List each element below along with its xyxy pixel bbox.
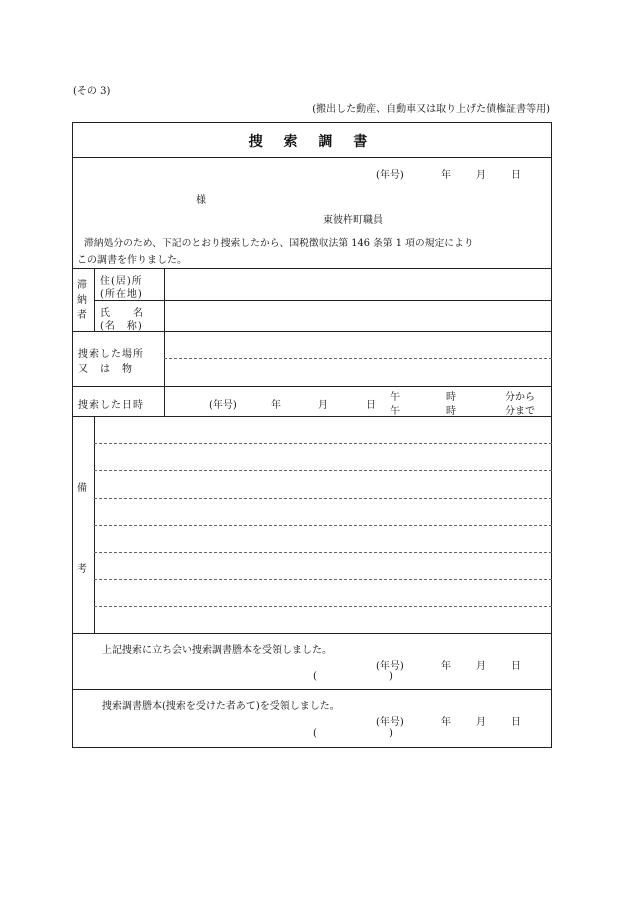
witness-year: 年 [441, 661, 451, 672]
taxpayer-side-label [77, 278, 87, 323]
date-year: 年 [441, 170, 451, 181]
divider-witness [72, 689, 552, 690]
taxpayer-side-char-3: 者 [77, 310, 87, 321]
searched-party-era: (年号) [376, 717, 404, 728]
divider-body [72, 268, 552, 269]
address-label-2: (所在地) [100, 289, 143, 300]
taxpayer-side-char-1: 滞 [77, 280, 87, 291]
remarks-line-6 [94, 579, 552, 580]
search-hour-1: 時 [446, 392, 456, 403]
witness-paren-close: ) [389, 671, 393, 682]
divider-datetime [72, 416, 552, 417]
search-to: 分まで [505, 406, 535, 417]
name-label-1: 氏 名 [100, 308, 144, 319]
date-era: (年号) [376, 170, 404, 181]
remarks-line-3 [94, 498, 552, 499]
taxpayer-side-char-2: 納 [77, 295, 87, 306]
searched-party-paren-open: ( [313, 728, 317, 739]
witness-month: 月 [476, 661, 486, 672]
search-hour-2: 時 [446, 406, 456, 417]
searched-place-label-1: 捜索した場所 [78, 349, 144, 360]
sheet-number: (その 3) [73, 86, 111, 97]
divider-taxpayer [72, 331, 552, 332]
witness-receipt-text: 上記捜索に立ち会い捜索調書謄本を受領しました。 [102, 645, 332, 656]
searched-party-year: 年 [441, 717, 451, 728]
search-era: (年号) [209, 400, 237, 411]
address-label-1: 住(居)所 [100, 276, 143, 287]
form-title: 捜 索 調 書 [248, 134, 376, 150]
search-year: 年 [271, 400, 281, 411]
searched-party-month: 月 [476, 717, 486, 728]
divider-remarks [72, 633, 552, 634]
addressee-suffix: 様 [196, 195, 206, 206]
form-subtitle: (搬出した動産、自動車又は取り上げた債権証書等用) [312, 104, 550, 115]
search-ampm-1: 午 [390, 392, 400, 403]
searched-place-label-2: 又 は 物 [78, 364, 133, 375]
divider-place [72, 386, 552, 387]
remarks-line-5 [94, 552, 552, 553]
date-month: 月 [476, 170, 486, 181]
remarks-label-1: 備 [77, 483, 87, 494]
searched-party-paren-close: ) [389, 728, 393, 739]
issuer: 東彼杵町職員 [323, 215, 383, 226]
search-from: 分から [505, 392, 535, 403]
remarks-label-2: 考 [77, 564, 87, 575]
remarks-line-4 [94, 525, 552, 526]
searched-party-receipt-text: 捜索調書謄本(捜索を受けた者あて)を受領しました。 [102, 701, 340, 712]
remarks-line-2 [94, 470, 552, 471]
remarks-line-1 [94, 443, 552, 444]
witness-paren-open: ( [313, 671, 317, 682]
body-line-1: 滞納処分のため、下記のとおり捜索したから、国税徴収法第 146 条第 1 項の規定により [84, 238, 474, 249]
search-ampm-2: 午 [390, 406, 400, 417]
date-day: 日 [511, 170, 521, 181]
search-month: 月 [318, 400, 328, 411]
witness-day: 日 [511, 661, 521, 672]
divider-address [94, 300, 552, 301]
searched-place-dotted-line [164, 358, 552, 359]
label-column-divider [164, 268, 165, 416]
body-line-2: この調書を作りました。 [77, 255, 187, 266]
search-datetime-label: 捜索した日時 [78, 400, 144, 411]
divider-title [72, 157, 552, 158]
search-day: 日 [366, 400, 376, 411]
witness-era: (年号) [376, 661, 404, 672]
remarks-line-7 [94, 606, 552, 607]
searched-party-day: 日 [511, 717, 521, 728]
name-label-2: (名 称) [100, 321, 143, 332]
